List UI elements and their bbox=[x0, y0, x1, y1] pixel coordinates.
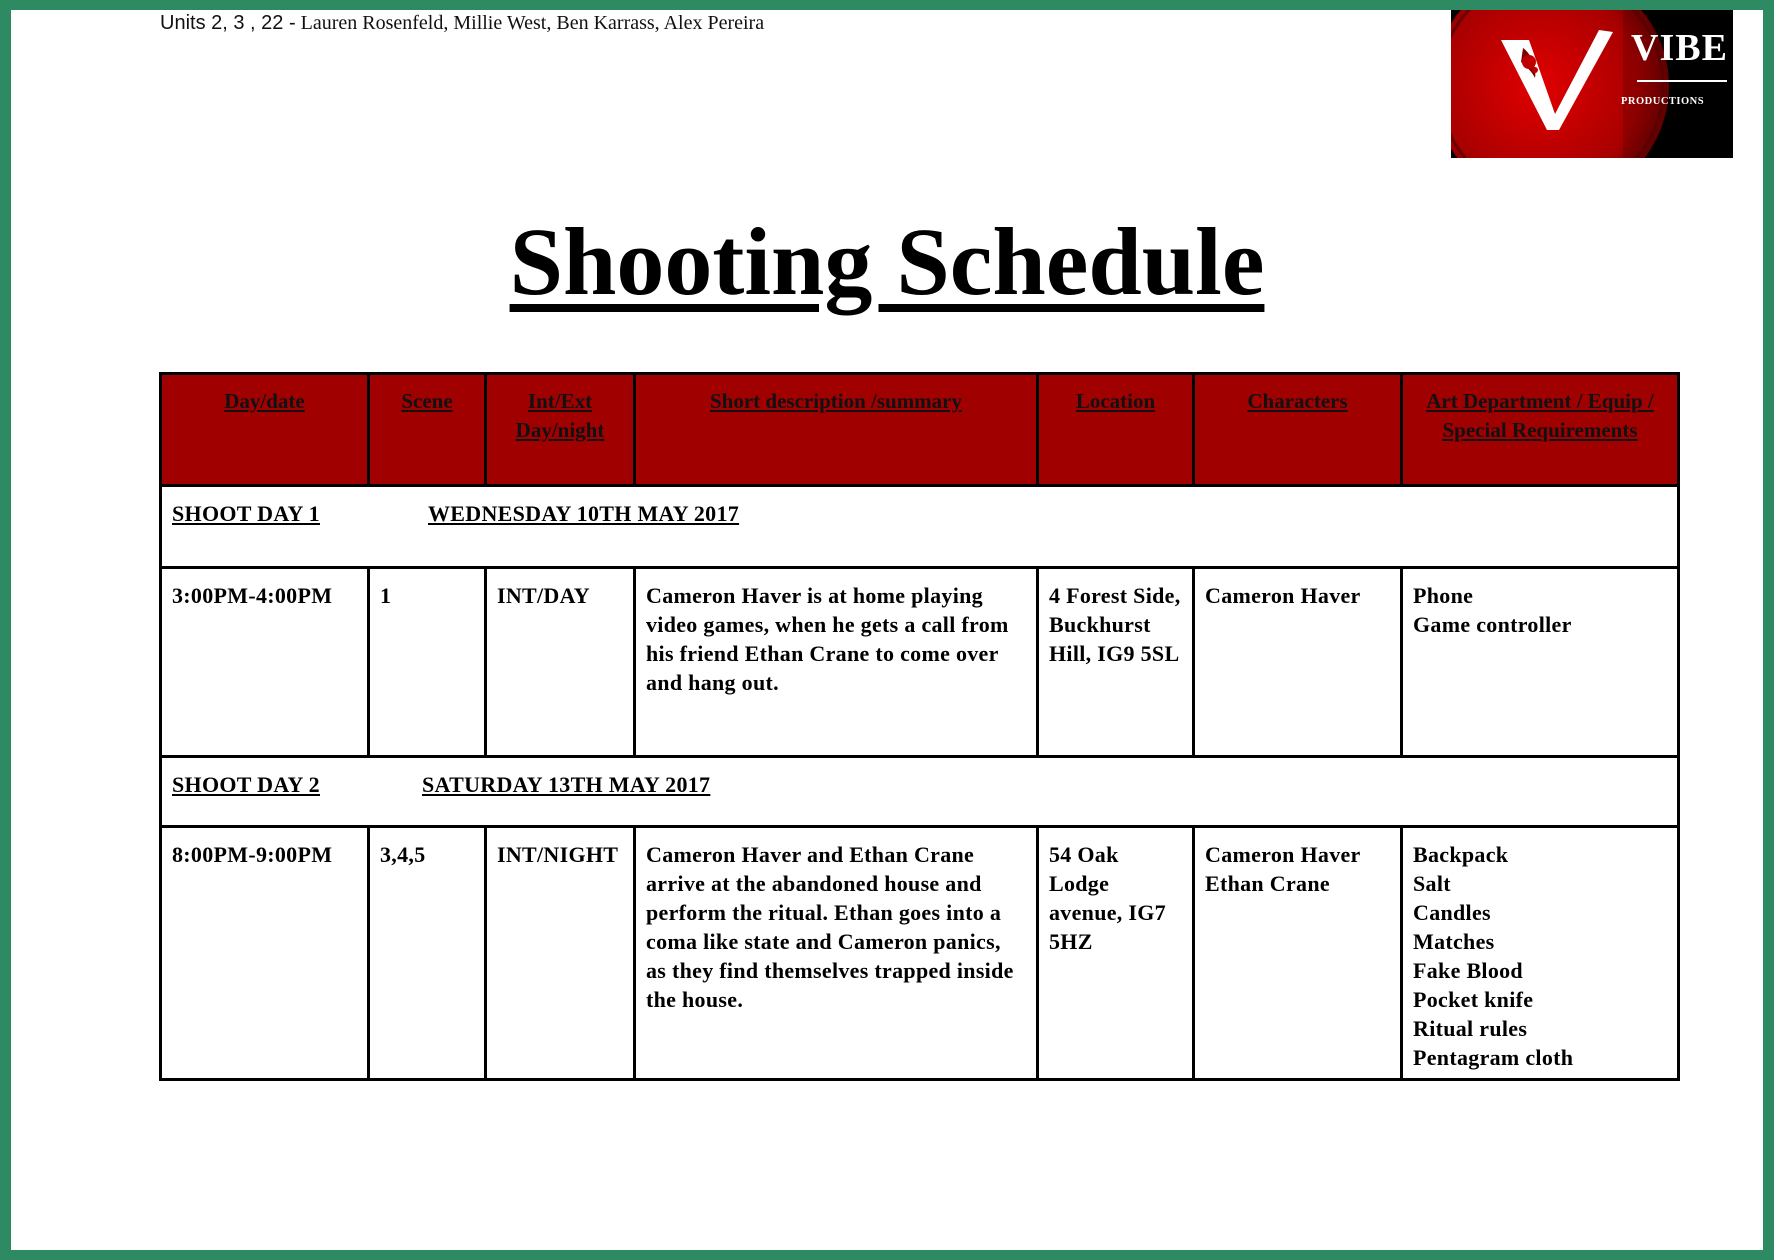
character-item: Cameron Haver bbox=[1205, 583, 1361, 608]
units-label: Units 2, 3 , 22 - bbox=[160, 12, 296, 34]
cell-description: Cameron Haver and Ethan Crane arrive at the abandoned house and perform the ritual. Ethan goes into a coma like state and Cameron panics, as they find themselves trapped inside the house. bbox=[635, 827, 1038, 1080]
shoot-day-label: SHOOT DAY 2 bbox=[172, 772, 320, 797]
requirement-item: Backpack bbox=[1413, 842, 1509, 867]
credit-names: Lauren Rosenfeld, Millie West, Ben Karrass, Alex Pereira bbox=[300, 12, 765, 34]
logo-wordmark: VIBE bbox=[1631, 27, 1728, 69]
header-int-ext: Int/Ext Day/night bbox=[486, 374, 635, 486]
requirement-item: Candles bbox=[1413, 900, 1491, 925]
page-title-text: Shooting Schedule bbox=[509, 208, 1265, 315]
header-day-date: Day/date bbox=[161, 374, 369, 486]
cell-location: 4 Forest Side, Buckhurst Hill, IG9 5SL bbox=[1038, 568, 1194, 757]
logo-divider bbox=[1637, 80, 1727, 82]
header-location: Location bbox=[1038, 374, 1194, 486]
page-title bbox=[11, 206, 1763, 317]
table-row bbox=[161, 827, 1679, 1080]
vibe-productions-logo bbox=[1451, 10, 1733, 158]
shoot-day-row bbox=[161, 757, 1679, 827]
shoot-day-date: WEDNESDAY 10TH MAY 2017 bbox=[428, 501, 740, 526]
cell-scene: 3,4,5 bbox=[369, 827, 486, 1080]
requirement-item: Salt bbox=[1413, 871, 1451, 896]
cell-scene: 1 bbox=[369, 568, 486, 757]
requirement-item: Matches bbox=[1413, 929, 1495, 954]
cell-characters bbox=[1194, 568, 1402, 757]
header-requirements: Art Department / Equip / Special Requirements bbox=[1402, 374, 1679, 486]
shoot-day-date: SATURDAY 13TH MAY 2017 bbox=[422, 772, 711, 797]
character-item: Cameron Haver bbox=[1205, 842, 1361, 867]
cell-description: Cameron Haver is at home playing video games, when he gets a call from his friend Ethan Crane to come over and hang out. bbox=[635, 568, 1038, 757]
table-row bbox=[161, 568, 1679, 757]
cell-location: 54 Oak Lodge avenue, IG7 5HZ bbox=[1038, 827, 1194, 1080]
cell-time: 3:00PM-4:00PM bbox=[161, 568, 369, 757]
header-description: Short description /summary bbox=[635, 374, 1038, 486]
shoot-day-label: SHOOT DAY 1 bbox=[172, 501, 320, 526]
table-header-row bbox=[161, 374, 1679, 486]
cell-int-ext: INT/NIGHT bbox=[486, 827, 635, 1080]
cell-time: 8:00PM-9:00PM bbox=[161, 827, 369, 1080]
requirement-item: Phone bbox=[1413, 583, 1474, 608]
shoot-day-row bbox=[161, 486, 1679, 568]
shooting-schedule-table bbox=[159, 372, 1680, 1081]
requirement-item: Game controller bbox=[1413, 612, 1572, 637]
header-characters: Characters bbox=[1194, 374, 1402, 486]
character-item: Ethan Crane bbox=[1205, 871, 1330, 896]
logo-subtitle: PRODUCTIONS bbox=[1621, 96, 1705, 107]
cell-characters bbox=[1194, 827, 1402, 1080]
shoot-day-2-cell bbox=[161, 757, 1679, 827]
requirement-item: Fake Blood bbox=[1413, 958, 1523, 983]
shoot-day-1-cell bbox=[161, 486, 1679, 568]
requirement-item: Ritual rules bbox=[1413, 1016, 1528, 1041]
cell-int-ext: INT/DAY bbox=[486, 568, 635, 757]
cell-requirements bbox=[1402, 827, 1679, 1080]
document-page bbox=[11, 10, 1763, 1250]
cell-requirements bbox=[1402, 568, 1679, 757]
requirement-item: Pentagram cloth bbox=[1413, 1045, 1574, 1070]
requirement-item: Pocket knife bbox=[1413, 987, 1534, 1012]
header-scene: Scene bbox=[369, 374, 486, 486]
units-credits-line bbox=[160, 12, 764, 35]
